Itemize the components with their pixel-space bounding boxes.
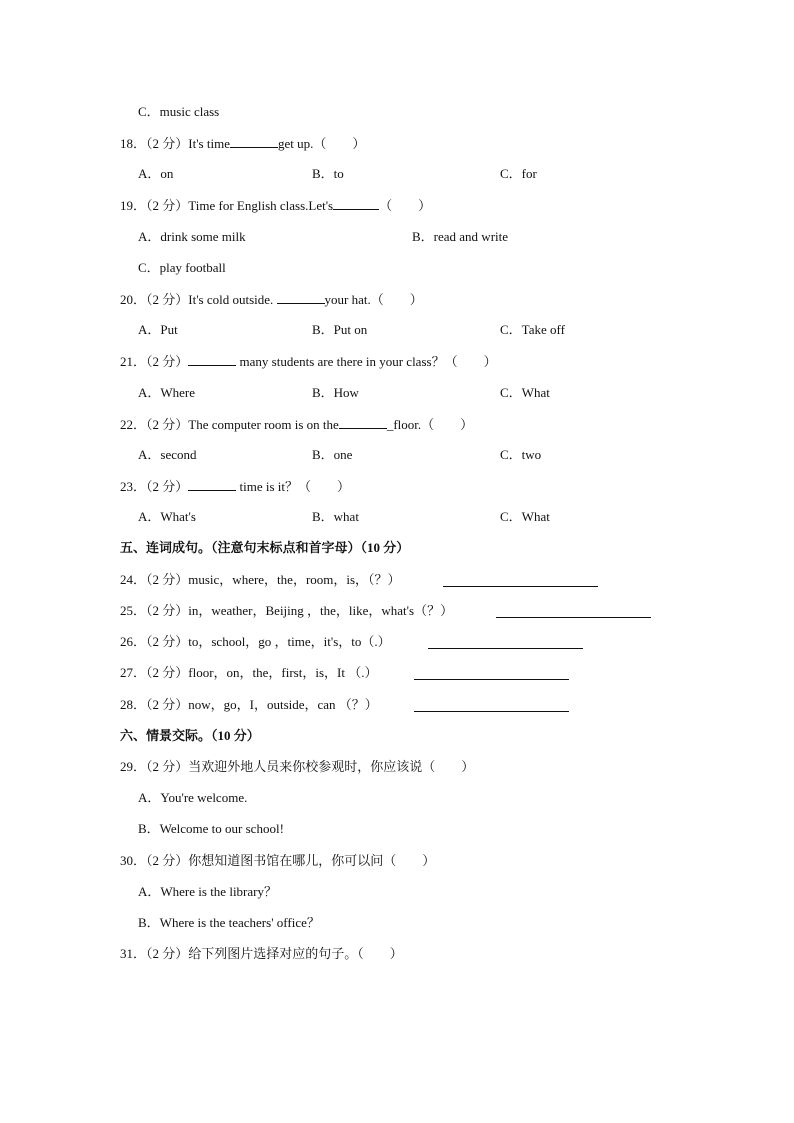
- question-28-answer-line[interactable]: [414, 699, 569, 712]
- q29-option-a[interactable]: A．You're welcome.: [138, 790, 248, 805]
- q19-option-a[interactable]: A．drink some milk: [138, 229, 246, 244]
- q18-option-c[interactable]: C．for: [500, 166, 537, 181]
- q18-option-b[interactable]: B．to: [312, 166, 344, 181]
- question-27: [120, 665, 377, 681]
- question-20-blank[interactable]: [277, 291, 325, 304]
- question-21: [120, 353, 497, 370]
- question-18-number: 18．（2 分）: [120, 136, 189, 151]
- q21-option-a[interactable]: A．Where: [138, 385, 196, 400]
- question-20-number: 20．（2 分）: [120, 292, 189, 307]
- question-21-prompt-end: many students are there in your class？（ ）: [236, 354, 497, 369]
- q21-option-c[interactable]: C．What: [500, 385, 550, 400]
- question-19-blank[interactable]: [333, 197, 379, 210]
- question-22-number: 22．（2 分）: [120, 417, 189, 432]
- question-26-text: 26．（2 分）to，school，go ，time，it's，to（.）: [120, 634, 391, 649]
- question-19-prompt-end: （ ）: [379, 198, 432, 213]
- question-24-text: 24．（2 分）music，where，the，room，is，（？）: [120, 572, 401, 587]
- question-18: [120, 135, 365, 152]
- question-28-text: 28．（2 分）now，go，I，outside，can （？）: [120, 697, 378, 712]
- q17-option-c[interactable]: C．music class: [138, 104, 220, 119]
- question-26-answer-line[interactable]: [428, 636, 583, 649]
- question-19-prompt-start: Time for English class.Let's: [188, 198, 334, 213]
- q23-option-b[interactable]: B．what: [312, 509, 359, 524]
- question-30: 30．（2 分）你想知道图书馆在哪儿，你可以问（ ）: [120, 853, 436, 868]
- question-31: 31．（2 分）给下列图片选择对应的句子。（ ）: [120, 946, 403, 961]
- section-5-heading: 五、连词成句。（注意句末标点和首字母）（10 分）: [120, 540, 410, 555]
- question-21-blank[interactable]: [188, 353, 236, 366]
- question-23: [120, 478, 350, 495]
- q30-option-a[interactable]: A．Where is the library？: [138, 884, 277, 899]
- section-6-heading: 六、情景交际。（10 分）: [120, 728, 260, 743]
- question-27-answer-line[interactable]: [414, 667, 569, 680]
- q22-option-b[interactable]: B．one: [312, 447, 353, 462]
- q18-option-a[interactable]: A．on: [138, 166, 174, 181]
- question-25: [120, 603, 453, 619]
- question-20-prompt-end: your hat.（ ）: [324, 292, 423, 307]
- q22-option-c[interactable]: C．two: [500, 447, 542, 462]
- question-23-blank[interactable]: [188, 478, 236, 491]
- question-24-answer-line[interactable]: [443, 574, 598, 587]
- question-21-number: 21．（2 分）: [120, 354, 189, 369]
- question-20-prompt-start: It's cold outside.: [188, 292, 277, 307]
- q21-option-b[interactable]: B．How: [312, 385, 359, 400]
- q22-option-a[interactable]: A．second: [138, 447, 197, 462]
- question-26: [120, 634, 391, 650]
- q29-option-b[interactable]: B．Welcome to our school!: [138, 821, 284, 836]
- q23-option-c[interactable]: C．What: [500, 509, 550, 524]
- question-18-prompt-end: get up.（ ）: [277, 136, 366, 151]
- question-28: [120, 697, 378, 713]
- question-27-text: 27．（2 分）floor，on，the，first，is，It （.）: [120, 665, 378, 680]
- question-24: [120, 572, 401, 588]
- q20-option-a[interactable]: A．Put: [138, 322, 178, 337]
- question-23-number: 23．（2 分）: [120, 479, 189, 494]
- question-19: [120, 197, 431, 214]
- q23-option-a[interactable]: A．What's: [138, 509, 196, 524]
- question-18-prompt-start: It's time: [188, 136, 230, 151]
- question-22-prompt-end: _floor.（ ）: [386, 417, 474, 432]
- question-19-number: 19．（2 分）: [120, 198, 189, 213]
- question-29: 29．（2 分）当欢迎外地人员来你校参观时，你应该说（ ）: [120, 759, 475, 774]
- question-20: [120, 291, 423, 308]
- q20-option-b[interactable]: B．Put on: [312, 322, 368, 337]
- question-22: [120, 416, 473, 433]
- question-23-prompt-end: time is it？（ ）: [236, 479, 351, 494]
- question-18-blank[interactable]: [230, 135, 278, 148]
- question-25-answer-line[interactable]: [496, 605, 651, 618]
- question-22-prompt-start: The computer room is on the: [188, 417, 339, 432]
- q19-option-b[interactable]: B．read and write: [412, 229, 509, 244]
- q20-option-c[interactable]: C．Take off: [500, 322, 565, 337]
- q30-option-b[interactable]: B．Where is the teachers' office？: [138, 915, 320, 930]
- q19-option-c[interactable]: C．play football: [138, 260, 226, 275]
- question-25-text: 25．（2 分）in，weather，Beijing ，the，like，what's（？）: [120, 603, 454, 618]
- question-22-blank[interactable]: [339, 416, 387, 429]
